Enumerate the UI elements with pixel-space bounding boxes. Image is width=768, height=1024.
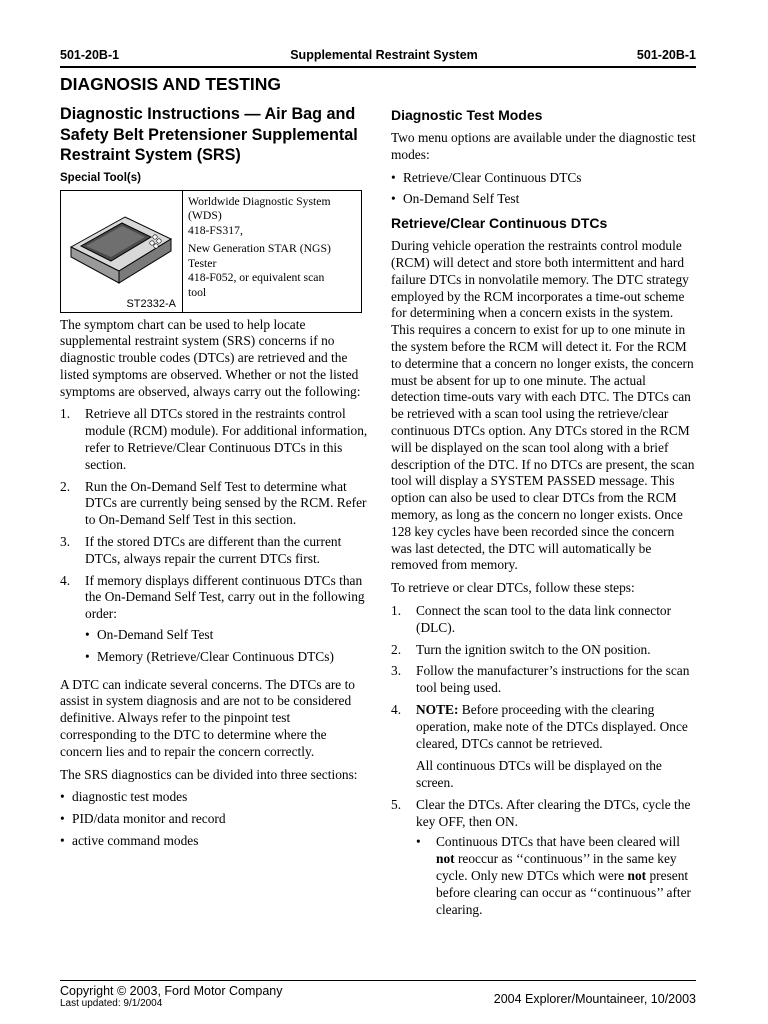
bullet-text: Memory (Retrieve/Clear Continuous DTCs) — [97, 648, 334, 664]
header-right-code: 501-20B-1 — [636, 48, 696, 62]
step4-bullet-list — [85, 627, 368, 666]
list-item — [60, 573, 368, 671]
tool-line: (WDS) — [188, 209, 222, 222]
step-text: Clear the DTCs. After clearing the DTCs, cycle the key OFF, then ON. — [416, 796, 691, 829]
tool-image-code: ST2332-A — [126, 297, 176, 310]
srs-divided-paragraph: The SRS diagnostics can be divided into three sections: — [60, 766, 358, 782]
footer-rule — [60, 980, 696, 981]
special-tools-label: Special Tool(s) — [60, 171, 141, 184]
step-text: If the stored DTCs are different than the current DTCs, always repair the current DTCs first. — [85, 534, 342, 566]
left-heading: Diagnostic Instructions — Air Bag and Safety Belt Pretensioner Supplemental Restraint System (SRS) — [60, 105, 358, 164]
step4-subtext: All continuous DTCs will be displayed on the screen. — [416, 758, 662, 791]
list-item — [391, 797, 697, 924]
srs-sections-list — [60, 789, 368, 849]
tool-line: 418-F052, or equivalent scan — [188, 271, 325, 284]
step-text: Run the On-Demand Self Test to determine what DTCs are currently being sensed by the RCM. Refer to On-Demand Self Test in this section. — [85, 478, 367, 528]
step-number: 3. — [391, 663, 402, 679]
step-number: 2. — [391, 641, 402, 657]
left-column — [60, 104, 368, 856]
tool-line: Worldwide Diagnostic System — [188, 194, 331, 208]
step-text: If memory displays different continuous DTCs than the On-Demand Self Test, carry out in the following order: — [85, 572, 365, 622]
bullet-text: On-Demand Self Test — [97, 627, 214, 643]
bullet-text: PID/data monitor and record — [72, 811, 226, 827]
list-item: • diagnostic test modes — [60, 789, 188, 805]
bullet-text: Continuous DTCs that have been cleared will not reoccur as ‘‘continuous’’ in the same key cycle. Only new DTCs which were not present before clearing can occur as ‘‘continuous’’ after clearing. — [436, 834, 692, 917]
intro-paragraph: The symptom chart can be used to help locate supplemental restraint system (SRS) concerns if no diagnostic trouble codes (DTCs) are retrieved and the listed symptoms are observed. Whether or not the listed symptoms are observed, always carry out the following: — [60, 316, 361, 399]
list-item: • active command modes — [60, 833, 199, 849]
diagnostic-test-modes-heading: Diagnostic Test Modes — [391, 107, 543, 123]
bullet-text: active command modes — [72, 833, 199, 849]
modes-intro: Two menu options are available under the diagnostic test modes: — [391, 130, 696, 162]
list-item — [60, 479, 368, 529]
list-item — [391, 702, 697, 792]
scan-tool-icon — [67, 199, 175, 291]
footer-copyright: Copyright © 2003, Ford Motor Company — [60, 984, 283, 998]
tool-line: New Generation STAR (NGS) — [188, 242, 331, 255]
right-column — [391, 104, 697, 929]
step-text: Retrieve all DTCs stored in the restraints control module (RCM) module). For additional information, refer to Retrieve/Clear Continuous DTCs in this section. — [85, 406, 368, 472]
step-number: 3. — [60, 534, 71, 550]
list-item — [391, 642, 697, 659]
tool-description — [183, 191, 361, 312]
step-text: Turn the ignition switch to the ON position. — [416, 641, 651, 657]
step5-bullet-list — [416, 834, 697, 918]
bullet-text: Retrieve/Clear Continuous DTCs — [403, 169, 582, 185]
bullet-text: On-Demand Self Test — [403, 191, 520, 207]
rcm-paragraph: During vehicle operation the restraints control module (RCM) will detect and store both intermittent and hard failure DTCs in nonvolatile memory. The DTC strategy employed by the RCM incorporates a time-out scheme for determining when a concern exists in the system. This requires a concern to exist for up to one minute in the system before the RCM will detect it. For the RCM to determine that a concern no longer exists, the concern must be absent for up to one minute. The actual detection time-outs vary with each DTC. The DTCs can be retrieved with a scan tool using the retrieve/clear continuous DTCs option. Any DTCs stored in the RCM will be displayed on the scan tool along with a brief description of the DTC. If no DTCs are present, the scan tool will display a SYSTEM PASSED message. This option can also be used to clear DTCs from the RCM memory, as long as the concern no longer exists. Once 128 key cycles have been recorded since the concern was last detected, the DTC will automatically be removed from memory. — [391, 238, 695, 573]
special-tool-box — [60, 190, 362, 313]
scan-tool-illustration — [61, 191, 183, 312]
list-item: • PID/data monitor and record — [60, 811, 226, 827]
header-left-code: 501-20B-1 — [60, 48, 120, 62]
list-item: • On-Demand Self Test — [85, 627, 214, 643]
step-text: Follow the manufacturer’s instructions for the scan tool being used. — [416, 663, 690, 696]
step-text: Connect the scan tool to the data link connector (DLC). — [416, 602, 672, 635]
header-title: Supplemental Restraint System — [290, 48, 478, 62]
dtc-paragraph: A DTC can indicate several concerns. The DTCs are to assist in system diagnosis and are not to be considered definitive. Always refer to the pinpoint test corresponding to the DTC to determine where the concern lies and to repair the concern correctly. — [60, 676, 355, 759]
step-number: 2. — [60, 478, 71, 494]
step-number: 4. — [391, 701, 402, 717]
section-title: DIAGNOSIS AND TESTING — [60, 74, 282, 94]
list-item — [60, 406, 368, 473]
list-item: • Memory (Retrieve/Clear Continuous DTCs) — [85, 648, 334, 664]
footer-last-updated: Last updated: 9/1/2004 — [60, 998, 163, 1009]
left-steps-list — [60, 406, 368, 670]
right-steps-list — [391, 603, 697, 924]
step-number: 4. — [60, 572, 71, 588]
tool-line: tool — [188, 285, 207, 299]
bullet-text: diagnostic test modes — [72, 789, 188, 805]
list-item — [391, 663, 697, 697]
list-item: • Retrieve/Clear Continuous DTCs — [391, 169, 582, 185]
header-rule — [60, 66, 696, 68]
list-item: • Continuous DTCs that have been cleared will not reoccur as ‘‘continuous’’ in the same key cycle. Only new DTCs which were not present before clearing can occur as ‘‘continuous’’ after clearing. — [416, 834, 697, 918]
list-item — [391, 603, 697, 637]
step-number: 5. — [391, 796, 402, 812]
retrieve-intro: To retrieve or clear DTCs, follow these steps: — [391, 580, 635, 596]
modes-list — [391, 170, 697, 209]
list-item — [60, 534, 368, 568]
footer-model: 2004 Explorer/Mountaineer, 10/2003 — [493, 992, 696, 1006]
retrieve-clear-heading: Retrieve/Clear Continuous DTCs — [391, 215, 608, 232]
list-item: • On-Demand Self Test — [391, 191, 520, 207]
step-number: 1. — [60, 406, 71, 422]
step-number: 1. — [391, 602, 402, 618]
note-label: NOTE: — [416, 701, 459, 717]
tool-line: Tester — [188, 256, 217, 270]
tool-line: 418-FS317, — [188, 223, 243, 237]
note-text: Before proceeding with the clearing operation, make note of the DTCs displayed. Once cleared, DTCs cannot be retrieved. — [416, 701, 688, 751]
